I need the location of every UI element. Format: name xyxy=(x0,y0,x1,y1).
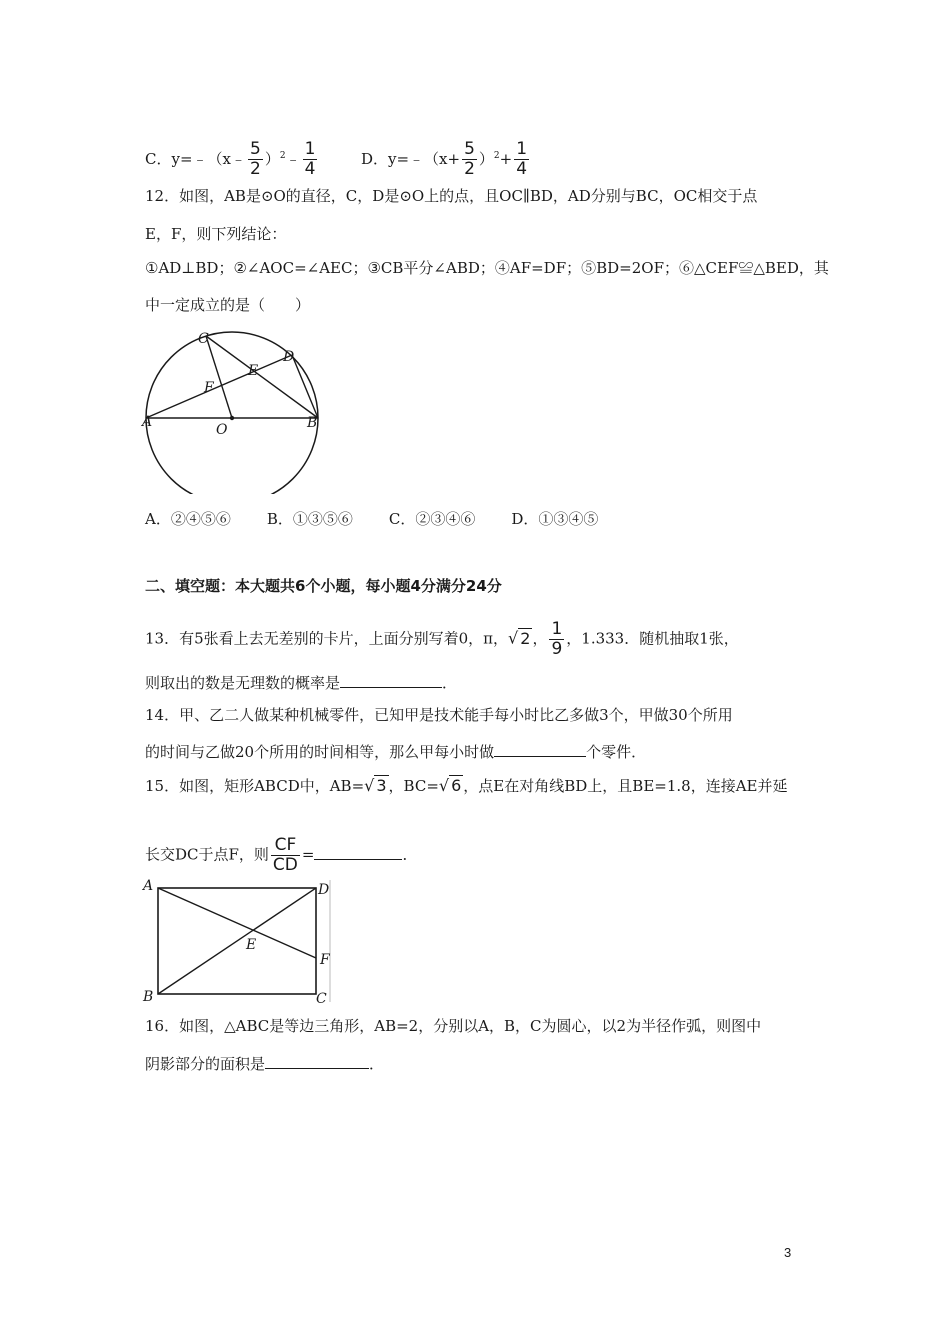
q12-options xyxy=(145,509,598,529)
q13-frac-den: 9 xyxy=(551,639,563,659)
q11-c-text: C．y=﹣（x﹣ xyxy=(145,149,246,168)
page-number: 3 xyxy=(784,1245,792,1260)
q13-end: ． xyxy=(442,674,458,692)
q15-frac-num: CF xyxy=(271,836,300,856)
q11-d-frac xyxy=(462,140,477,179)
q11-c-paren: ） xyxy=(264,149,280,168)
q13-text-1: 13．有5张看上去无差别的卡片，上面分别写着0，π， xyxy=(145,629,509,648)
q12-line1: 12．如图，AB是⊙O的直径，C，D是⊙O上的点，且OC∥BD，AD分别与BC，OC相交于点 xyxy=(145,187,758,205)
q13-text-3: 则取出的数是无理数的概率是 xyxy=(145,674,341,692)
q11-option-c xyxy=(145,139,324,179)
q15-frac-den: CD xyxy=(272,855,298,875)
q14-end: 个零件． xyxy=(586,743,647,761)
q13-sqrt: √ 2 xyxy=(508,628,531,648)
q16-text-2: 阴影部分的面积是 xyxy=(145,1055,266,1073)
segment-oc xyxy=(206,336,232,418)
q12-line3: ①AD⊥BD；②∠AOC=∠AEC；③CB平分∠ABD；④AF=DF；⑤BD=2OF；⑥△CEF≌△BED，其 xyxy=(145,259,829,277)
q11-c-frac-num: 5 xyxy=(249,139,261,159)
q15-sqrt-2: √ 6 xyxy=(438,776,462,795)
q12-option-a: A．②④⑤⑥ xyxy=(145,510,231,528)
q15-text-1: 15．如图，矩形ABCD中，AB= xyxy=(145,777,365,795)
q14-line1: 14．甲、乙二人做某种机械零件，已知甲是技术能手每小时比乙多做3个，甲做30个所用 xyxy=(145,706,733,724)
q15-sqrt-2-value: 6 xyxy=(451,776,462,795)
label-b: B xyxy=(307,415,318,431)
center-point xyxy=(230,416,234,420)
q15-end: ． xyxy=(402,845,418,864)
label-e: E xyxy=(248,363,259,379)
q13-sqrt-value: 2 xyxy=(520,628,531,648)
q11-d-frac-den: 2 xyxy=(464,159,475,179)
label-d: D xyxy=(318,882,330,898)
q13-answer-blank[interactable] xyxy=(340,673,442,688)
q12-line4: 中一定成立的是（ ） xyxy=(145,296,311,314)
q15-text-2: ，BC= xyxy=(388,777,439,795)
label-f: F xyxy=(320,952,330,968)
q16-line2 xyxy=(145,1054,384,1074)
q13-line1 xyxy=(145,620,739,659)
label-f: F xyxy=(204,380,214,396)
q15-answer-blank[interactable] xyxy=(314,845,402,860)
q15-sqrt-1-value: 3 xyxy=(376,776,387,795)
q14-line2 xyxy=(145,742,646,762)
q12-option-d: D．①③④⑤ xyxy=(511,510,599,528)
q11-d-exp: 2 xyxy=(493,150,500,161)
q12-circle-figure xyxy=(140,328,330,494)
q11-d-text: D．y=﹣（x+ xyxy=(360,149,461,168)
q11-c-frac xyxy=(248,140,263,179)
label-e: E xyxy=(246,937,257,953)
q11-d-plus: + xyxy=(499,149,513,168)
q15-text-4: 长交DC于点F，则 xyxy=(145,845,269,864)
label-c: C xyxy=(316,991,327,1006)
segment-ad xyxy=(146,355,292,418)
q11-d-frac2-den: 4 xyxy=(516,159,528,179)
label-b: B xyxy=(143,989,154,1005)
q16-line1: 16．如图，△ABC是等边三角形，AB=2，分别以A，B，C为圆心，以2为半径作弧，则图中 xyxy=(145,1017,762,1035)
q11-c-frac2-den: 4 xyxy=(304,159,316,179)
q15-text-3: ，点E在对角线BD上，且BE=1.8，连接AE并延 xyxy=(463,777,788,795)
q11-d-paren: ） xyxy=(478,149,494,168)
diagonal-bd xyxy=(158,888,316,994)
q11-c-minus: ﹣ xyxy=(285,149,301,168)
q13-comma: ， xyxy=(532,629,548,648)
label-c: C xyxy=(198,331,209,347)
q11-c-frac-den: 2 xyxy=(249,159,261,179)
q13-line2 xyxy=(145,673,457,693)
q11-c-frac2-num: 1 xyxy=(304,139,316,159)
q15-line2 xyxy=(145,836,417,875)
q12-option-c: C．②③④⑥ xyxy=(388,510,476,528)
q16-end: ． xyxy=(369,1055,385,1073)
q15-sqrt-1: √ 3 xyxy=(364,776,387,795)
q12-line2: E，F，则下列结论： xyxy=(145,225,287,243)
label-a: A xyxy=(143,878,154,894)
q14-answer-blank[interactable] xyxy=(494,742,586,757)
section-2-title: 二、填空题：本大题共6个小题，每小题4分满分24分 xyxy=(145,577,502,595)
q12-option-b: B．①③⑤⑥ xyxy=(266,510,353,528)
label-o: O xyxy=(216,422,228,438)
q15-frac xyxy=(271,836,300,875)
q15-line1 xyxy=(145,776,787,796)
q11-c-exp: 2 xyxy=(279,150,286,161)
q15-eq: = xyxy=(301,845,315,864)
q13-frac xyxy=(549,620,564,659)
label-a: A xyxy=(142,414,153,430)
q14-text-2: 的时间与乙做20个所用的时间相等，那么甲每小时做 xyxy=(145,743,495,761)
q16-answer-blank[interactable] xyxy=(265,1054,369,1069)
q11-d-frac-num: 5 xyxy=(464,139,475,159)
q11-d-frac2-num: 1 xyxy=(516,139,528,159)
q13-frac-num: 1 xyxy=(551,619,563,639)
q13-text-2: ，1.333．随机抽取1张， xyxy=(566,629,739,648)
segment-af xyxy=(158,888,316,958)
q11-d-frac2 xyxy=(514,140,529,179)
q15-rectangle-figure xyxy=(140,874,340,1006)
label-d: D xyxy=(283,349,295,365)
q11-c-frac2 xyxy=(303,140,318,179)
q11-options xyxy=(145,140,531,179)
q11-option-d xyxy=(360,139,531,179)
